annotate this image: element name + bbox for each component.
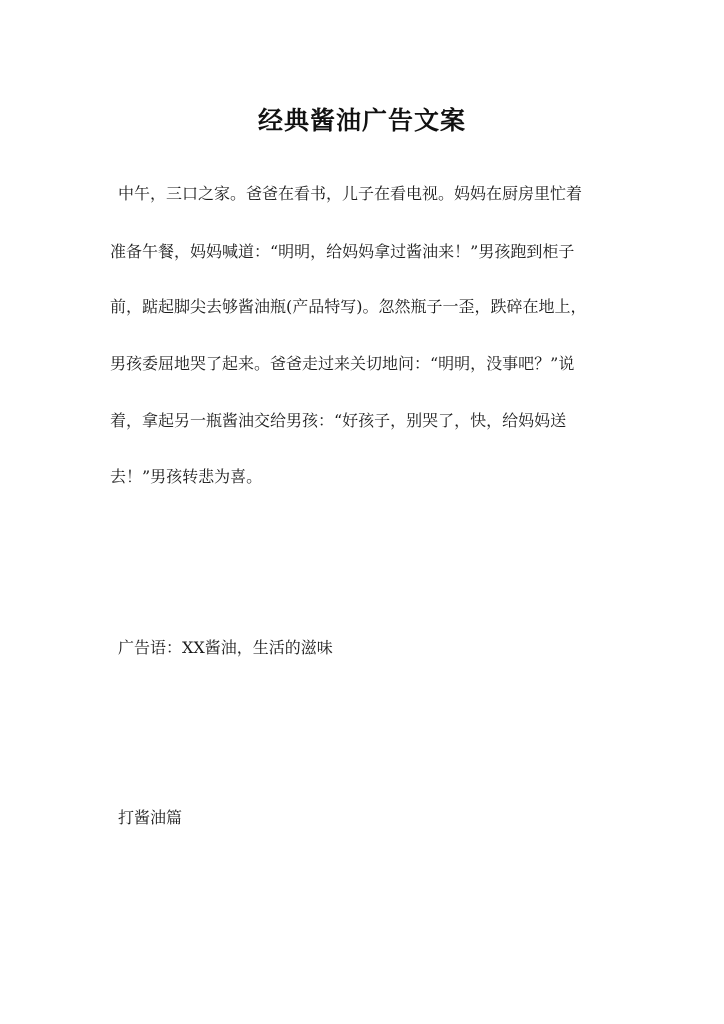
slogan-text: 广告语：XX酱油，生活的滋味 bbox=[118, 638, 333, 657]
body-line: 准备午餐，妈妈喊道：“明明，给妈妈拿过酱油来！”男孩跑到柜子 bbox=[110, 242, 575, 261]
section-subtitle: 打酱油篇 bbox=[118, 808, 183, 827]
body-line: 男孩委屈地哭了起来。爸爸走过来关切地问：“明明，没事吧？”说 bbox=[110, 354, 575, 373]
document-title: 经典酱油广告文案 bbox=[257, 106, 466, 135]
body-line: 前，踮起脚尖去够酱油瓶(产品特写)。忽然瓶子一歪，跌碎在地上， bbox=[110, 297, 587, 316]
body-line: 中午，三口之家。爸爸在看书，儿子在看电视。妈妈在厨房里忙着 bbox=[118, 184, 583, 203]
body-line: 着，拿起另一瓶酱油交给男孩：“好孩子，别哭了，快，给妈妈送 bbox=[110, 411, 567, 430]
body-line: 去！”男孩转悲为喜。 bbox=[110, 467, 263, 486]
